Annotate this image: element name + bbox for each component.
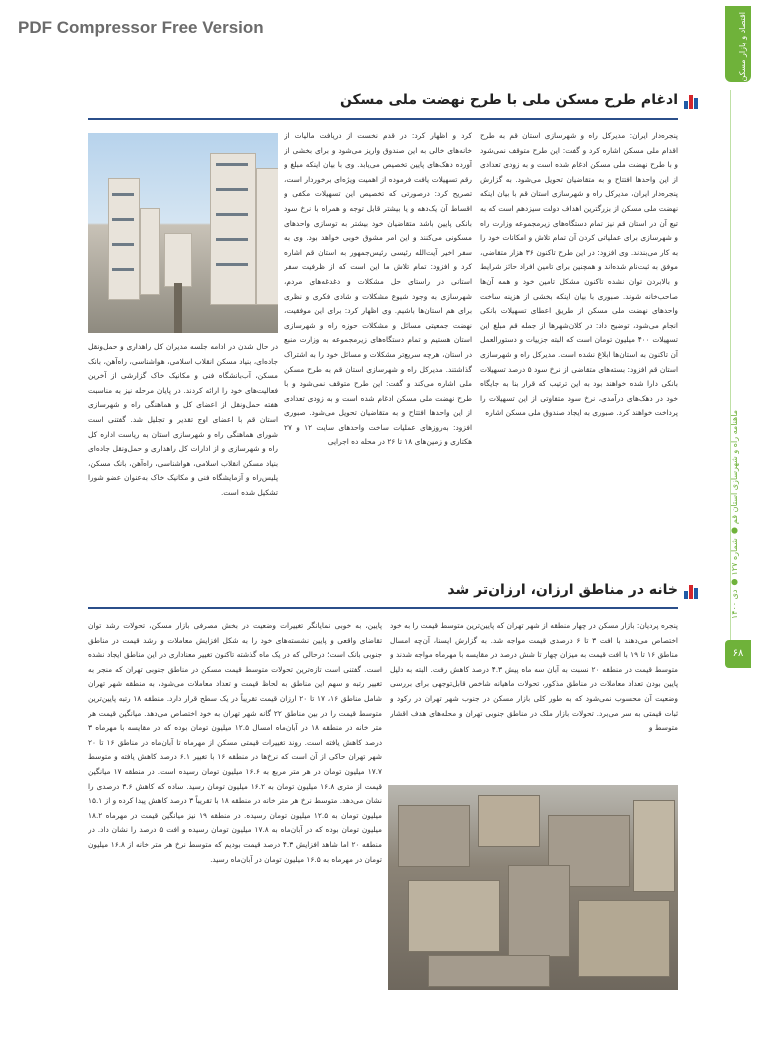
article2-title: خانه در مناطق ارزان، ارزان‌تر شد <box>447 582 678 598</box>
issue-meta: ماهنامه راه و شهرسازی استان قم ● شماره ۱۲۷ ● دی ۱۴۰۰ <box>730 410 739 620</box>
section-tab-label: اقتصاد و بازار مسکن <box>738 12 747 82</box>
article1-column-middle <box>284 129 472 563</box>
article2-column-right <box>390 619 678 779</box>
watermark: PDF Compressor Free Version <box>18 18 264 37</box>
article1-body-middle: کرد و اظهار کرد: در قدم نخست از دریافت مالیات از خانه‌های خالی به این صندوق واریز می‌شود و برای بخشی از آورده دهک‌های پایین تخصیص می‌یابد. وی با بیان اینکه مبلغ و رقم تسهیلات یافت فرموده از اهمیت ویژه‌ای برخوردار است، تصریح کرد: درصورتی که تخصیص این تسهیلات مکفی و اقساط آن یک‌دهه و یا بیشتر قابل توجه و همراه با نرخ سود بانکی پایین باشد متقاضیان خود بیشتر به توسازی واحدهای مسکونی می‌کنند و این امر مشوق خوبی خواهد بود. وی به سفر اخیر آیت‌الله رئیسی رئیس‌جمهور به استان قم اشاره کرد و افزود: تمام تلاش ما این است که از ظرفیت سفر استانی در راستای حل مشکلات و دغدغه‌های مردم، شهرسازی به وجود شیوع مشکلات و شادی فکری و نظری برای هم استان‌ها باشیم. وی اظهار کرد: برای این موفقیت، نهضت جمعیتی مسائل و مشکلات حوزه راه و شهرسازی استان هستیم و تمام دستگاه‌های زیرمجموعه به وزارت منبع در استان، هرچه سریع‌تر مشکلات و مسائل خود را به اشتراک گذاشتند. مدیرکل راه و شهرسازی استان قم به طرح مسکن ملی اشاره می‌کند و گفت: این طرح متوقف نمی‌شود و با طرح نهضت ملی مسکن ادغام شده است و به زودی تعدادی از این واحدها افتتاح و به متقاضیان تحویل می‌شود. صبوری افزود: به‌روزهای عملیات ساخت واحدهای سایت ۱۲ و ۲۷ هکتاری و زمین‌های ۱۸ تا ۲۶ در محله ده اجرایی <box>284 131 472 447</box>
tehran-rooftops-photo <box>388 785 678 990</box>
housing-towers-photo <box>88 133 278 333</box>
article2-title-rule <box>88 607 678 609</box>
article1-title: ادغام طرح مسکن ملی با طرح نهضت ملی مسکن <box>339 92 678 108</box>
article2-column-left <box>88 619 382 974</box>
page-number: ۶۸ <box>725 640 751 668</box>
article1-column-right <box>480 129 678 563</box>
side-strip <box>703 0 761 1045</box>
article1-column-left <box>88 340 278 565</box>
bars-logo-icon <box>684 95 698 109</box>
article1-title-rule <box>88 118 678 120</box>
bars-logo-icon <box>684 585 698 599</box>
article1-body-left: در حال شدن در ادامه جلسه مدیران کل راهداری و حمل‌ونقل جاده‌ای، بنیاد مسکن انقلاب اسلامی، هواشناسی، راه‌آهن، بانک مسکن، آب‌بانشگاه فنی و مکانیک خاک گزارشی از آخرین فعالیت‌های خود را ارائه کردند. در پایان مرحله نیز به مناسبت هفته حمل‌ونقل از اعضای کل و هماهنگی راه و شهرسازی استان قم با اعضای اوج تقدیر و تجلیل شد. گفتنی است شورای هماهنگی راه و شهرسازی استان به ریاست اداره کل راه و شهرسازی و از ادارات کل راهداری و حمل‌ونقل جاده‌ای بنیاد مسکن انقلاب اسلامی، هواشناسی، راه‌آهن، بانک مسکن، پلیس‌راه و آزمایشگاه فنی و مکانیک خاک به‌عنوان عضو شورا تشکیل شده است. <box>88 342 278 497</box>
article1-body-right: پنجره‌دار ایران: مدیرکل راه و شهرسازی استان قم به طرح اقدام ملی مسکن اشاره کرد و گفت: این طرح متوقف نمی‌شود و با طرح نهضت ملی مسکن ادغام شده است و به زودی تعدادی از این واحدها افتتاح و به متقاضیان تحویل می‌شود. به گزارش پنجره‌دار ایران، مدیرکل راه و شهرسازی استان قم با بیان اینکه نهضت ملی مسکن از بزرگترین اهداف دولت سیزدهم است که به تبع آن در استان قم نیز تمام دستگاه‌های زیرمجموعه وزارت راه و شهرسازی برای عملیاتی کردن آن تمام تلاش و امکانات خود را به کار می‌بندند. وی افزود: در این طرح تاکنون ۳۶ هزار متقاضی، موفق به ثبت‌نام شده‌اند و همچنین برای تامین افراد حائز شرایط و بالابردن توان نشده تاکنون مشکل تامین خود و همه آن‌ها صاحب‌خانه شوند. صبوری با بیان اینکه بخشی از هزینه ساخت واحدهای نهضت ملی مسکن از طریق اعطای تسهیلات بانکی انجام می‌شود، توضیح داد: در کلان‌شهرها از جمله قم مبلغ این تسهیلات ۴۰۰ میلیون تومان است که البته جزییات و دستورالعمل آن تاکنون به استان‌ها ابلاغ نشده است. مدیرکل راه و شهرسازی استان قم افزود: بسته‌های متقاضی از نرخ سود ۵ درصد تسهیلات بانکی دارا شده خواهند بود به این ترتیب که قرار بنا به جایگاه خود در دهک‌های درآمدی، نرخ سود متفاوتی از این تسهیلات را پرداخت خواهند کرد. صبوری به ایجاد صندوق ملی مسکن اشاره <box>480 131 678 418</box>
article2-body-left: پایین، به خوبی نمایانگر تغییرات وضعیت در بخش مصرفی بازار مسکن، تحولات رشد توان تقاضای واقعی و پایین نشسته‌های خود را به شکل افزایش معاملات و رشد قیمت در مناطق جنوبی بانک است؛ درحالی که در یک ماه گذشته تاکنون تغییر معناداری در این مناطق ایجاد نشده است. گفتنی است تازه‌ترین تحولات متوسط قیمت مسکن در مناطق جنوبی تهران که منجر به تغییر رتبه و سهم این مناطق به لحاظ قیمت و تعداد معاملات می‌شود، به منطقه شهر تهران شامل مناطق ۱۶، ۱۷ تا ۲۰ ارزان قیمت تقریباً در یک سطح قرار دارد. منطقه ۱۸ رتبه پایین‌ترین متوسط قیمت را در بین مناطق ۲۲ گانه شهر تهران به خود اختصاص می‌دهد. میانگین قیمت هر متر خانه در منطقه ۱۸ در آبان‌ماه امسال ۱۲.۵ میلیون تومان بوده که در مقایسه با مهرماه ۳ درصد کاهش یافته است. روند تغییرات قیمتی مسکن از مهرماه تا آبان‌ماه در مناطق ۱۶ تا ۲۰ شهر تهران حاکی از آن است که نرخ‌ها در منطقه ۱۶ با تغییر ۶.۱ درصد کاهش یافته و متوسط ۱۷.۷ میلیون تومان در هر متر مربع به ۱۶.۶ میلیون تومان رسیده است. در منطقه ۱۷ میانگین قیمت از متری ۱۶.۸ میلیون تومان به ۱۶.۲ میلیون تومان رسید. ساده که کاهش ۳.۶ درصدی را نشان می‌دهد. متوسط نرخ هر متر خانه در منطقه ۱۸ با تقریباً ۳ درصد کاهش پیدا کرده و از ۱۵.۱ میلیون تومان به ۱۲.۵ میلیون تومان رسیده. در منطقه ۱۹ نیز میانگین قیمت در مهرماه ۱۸.۲ میلیون تومان بوده که در آبان‌ماه به ۱۷.۸ میلیون تومان رسیده و افت ۵ درصد را نشان داد. در منطقه ۲۰ اما شاهد افزایش ۴.۳ درصد قیمت بودیم که متوسط نرخ هر متر خانه از ۱۶.۸ میلیون تومان در مهرماه به ۱۶.۵ میلیون تومان در آبان‌ماه رسید. <box>88 621 382 864</box>
article2-body-right: پنجره پردیان: بازار مسکن در چهار منطقه از شهر تهران که پایین‌ترین متوسط قیمت را به خود اختصاص می‌دهند با افت ۳ تا ۶ درصدی قیمت مواجه شد. به گزارش ایسنا، آن‌چه امسال مناطق ۱۶ تا ۱۹ با افت قیمت به میزان چهار تا شش درصد در مقایسه با مهرماه مواجه شدند و متوسط قیمت در منطقه ۲۰ نسبت به آبان سه ماه پیش ۴.۳ درصد کاهش رفت. البته به دلیل پایین بودن تعداد معاملات در مناطق مذکور، تحولات ماهیانه شاخص قابل‌توجهی برای بررسی وضعیت آن محسوب نمی‌شود که به طور کلی بازار مسکن در جنوب شهر تهران در رکود و ثبات قیمتی به سر می‌برد. تحولات بازار ملک در مناطق جنوبی تهران و محله‌های هدف اقشار متوسط و <box>390 621 678 733</box>
